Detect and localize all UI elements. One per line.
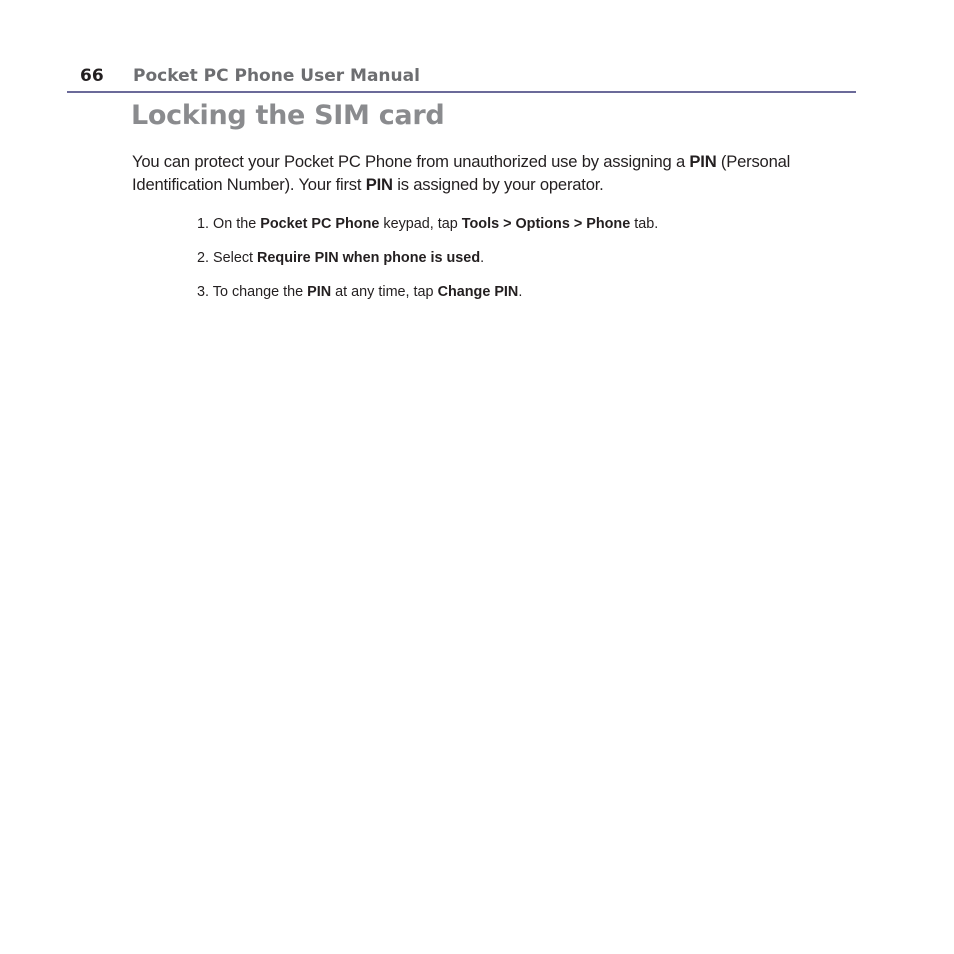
step-text: Select (209, 250, 258, 266)
steps-list (197, 214, 658, 316)
intro-text: (Personal Identification Number). Your first (132, 152, 791, 194)
step-text: keypad, tap (379, 216, 462, 232)
step-text: tab. (630, 216, 659, 232)
page-header (78, 64, 838, 88)
step-text: To change the (209, 284, 308, 300)
intro-text: is assigned by your operator. (392, 174, 604, 194)
page-number: 66 (80, 66, 104, 86)
step-text: . (518, 284, 523, 300)
step-number: 3. (197, 284, 210, 300)
step-term: PIN (307, 284, 332, 300)
step-term: Require PIN when phone is used (257, 250, 481, 266)
intro-pin-term: PIN (365, 174, 393, 194)
intro-text: You can protect your Pocket PC Phone from unauthorized use by assigning a (132, 152, 690, 171)
step-number: 1. (197, 216, 210, 232)
step-text: On the (209, 216, 261, 232)
step-text: at any time, tap (331, 284, 438, 300)
step-number: 2. (197, 250, 210, 266)
step-text: . (480, 250, 485, 266)
step-item (197, 214, 658, 248)
intro-paragraph (132, 151, 862, 196)
header-divider (67, 91, 856, 93)
intro-pin-term: PIN (689, 152, 717, 171)
step-item (197, 282, 658, 316)
step-term: Change PIN (437, 284, 519, 300)
step-item (197, 248, 658, 282)
section-title: Locking the SIM card (131, 100, 445, 131)
manual-title: Pocket PC Phone User Manual (133, 66, 420, 86)
step-term: Pocket PC Phone (260, 216, 380, 232)
step-term: Tools > Options > Phone (461, 216, 631, 232)
